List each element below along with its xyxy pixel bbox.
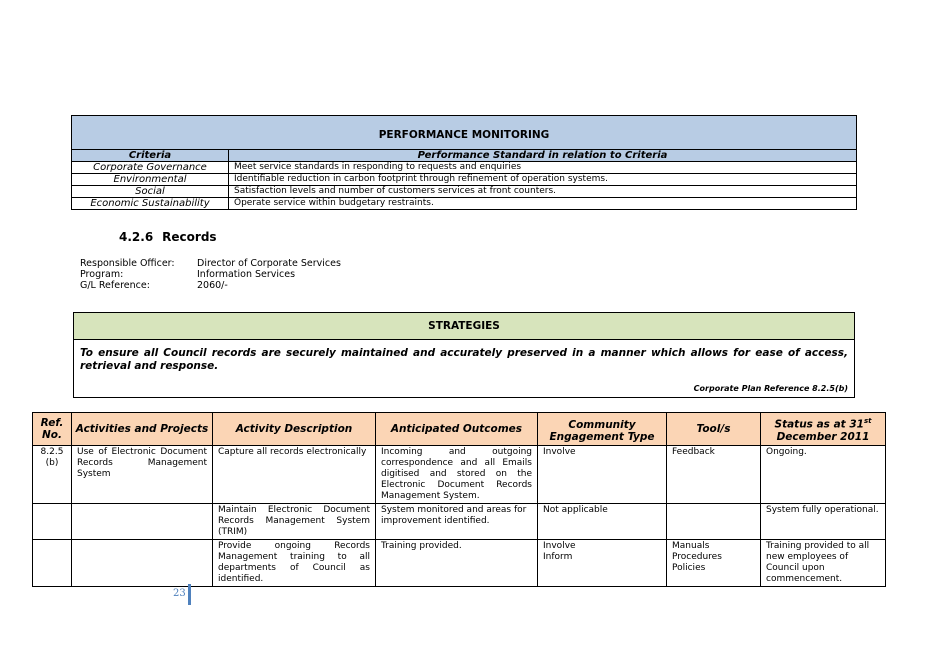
meta-value: Information Services bbox=[197, 269, 296, 280]
activities-table bbox=[32, 412, 886, 587]
criteria-cell: Economic Sustainability bbox=[72, 198, 229, 210]
status-cell: System fully operational. bbox=[761, 503, 886, 539]
meta-label: Responsible Officer: bbox=[80, 258, 175, 269]
activity-cell: Use of Electronic Document Records Management System bbox=[72, 445, 213, 503]
table-row bbox=[72, 174, 857, 186]
standard-cell: Meet service standards in responding to requests and enquiries bbox=[229, 162, 857, 174]
meta-label: Program: bbox=[80, 269, 124, 280]
tools-cell: Manuals Procedures Policies bbox=[667, 539, 761, 586]
strategies-text: To ensure all Council records are securely maintained and accurately preserved in a manner which allows for ease of access, retrieval and response. bbox=[80, 347, 848, 372]
activity-cell bbox=[72, 503, 213, 539]
ref-cell bbox=[33, 539, 72, 586]
description-header: Activity Description bbox=[213, 413, 376, 446]
outcomes-cell: Training provided. bbox=[376, 539, 538, 586]
engagement-cell: Involve Inform bbox=[538, 539, 667, 586]
standard-cell: Identifiable reduction in carbon footprint through refinement of operation systems. bbox=[229, 174, 857, 186]
meta-label: G/L Reference: bbox=[80, 280, 150, 291]
ref-cell: 8.2.5 (b) bbox=[33, 445, 72, 503]
activity-cell bbox=[72, 539, 213, 586]
table-row bbox=[72, 186, 857, 198]
standard-cell: Operate service within budgetary restraints. bbox=[229, 198, 857, 210]
performance-title: PERFORMANCE MONITORING bbox=[72, 116, 857, 150]
table-row bbox=[33, 503, 886, 539]
description-cell: Provide ongoing Records Management training to all departments of Council as identified. bbox=[213, 539, 376, 586]
criteria-cell: Social bbox=[72, 186, 229, 198]
meta-value: Director of Corporate Services bbox=[197, 258, 341, 269]
standard-cell: Satisfaction levels and number of customers services at front counters. bbox=[229, 186, 857, 198]
tools-cell bbox=[667, 503, 761, 539]
criteria-header: Criteria bbox=[72, 150, 229, 162]
section-heading bbox=[119, 230, 217, 244]
activities-header: Activities and Projects bbox=[72, 413, 213, 446]
engagement-cell: Not applicable bbox=[538, 503, 667, 539]
meta-value: 2060/- bbox=[197, 280, 228, 291]
table-row bbox=[72, 162, 857, 174]
page-number: 23 bbox=[173, 588, 186, 599]
engagement-cell: Involve bbox=[538, 445, 667, 503]
description-cell: Maintain Electronic Document Records Management System (TRIM) bbox=[213, 503, 376, 539]
outcomes-cell: System monitored and areas for improvement identified. bbox=[376, 503, 538, 539]
status-cell: Ongoing. bbox=[761, 445, 886, 503]
engagement-header: Community Engagement Type bbox=[538, 413, 667, 446]
table-row bbox=[33, 445, 886, 503]
ref-header: Ref. No. bbox=[33, 413, 72, 446]
tools-cell: Feedback bbox=[667, 445, 761, 503]
tools-header: Tool/s bbox=[667, 413, 761, 446]
table-row bbox=[33, 539, 886, 586]
meta-row bbox=[80, 269, 295, 280]
status-header: Status as at 31st December 2011 bbox=[761, 413, 886, 446]
corporate-plan-reference: Corporate Plan Reference 8.2.5(b) bbox=[693, 384, 848, 393]
ref-cell bbox=[33, 503, 72, 539]
performance-monitoring-table bbox=[71, 115, 857, 210]
strategies-title: STRATEGIES bbox=[74, 313, 855, 340]
description-cell: Capture all records electronically bbox=[213, 445, 376, 503]
section-number: 4.2.6 bbox=[119, 230, 154, 244]
criteria-cell: Corporate Governance bbox=[72, 162, 229, 174]
strategies-body bbox=[74, 340, 855, 398]
meta-row bbox=[80, 280, 228, 291]
activities-header-row bbox=[33, 413, 886, 446]
outcomes-header: Anticipated Outcomes bbox=[376, 413, 538, 446]
status-cell: Training provided to all new employees of Council upon commencement. bbox=[761, 539, 886, 586]
section-title: Records bbox=[162, 230, 217, 244]
standard-header: Performance Standard in relation to Criteria bbox=[229, 150, 857, 162]
meta-row bbox=[80, 258, 341, 269]
outcomes-cell: Incoming and outgoing correspondence and all Emails digitised and stored on the Electronic Document Records Management System. bbox=[376, 445, 538, 503]
page-number-bar bbox=[188, 584, 191, 605]
criteria-cell: Environmental bbox=[72, 174, 229, 186]
strategies-table bbox=[73, 312, 855, 398]
table-row bbox=[72, 198, 857, 210]
